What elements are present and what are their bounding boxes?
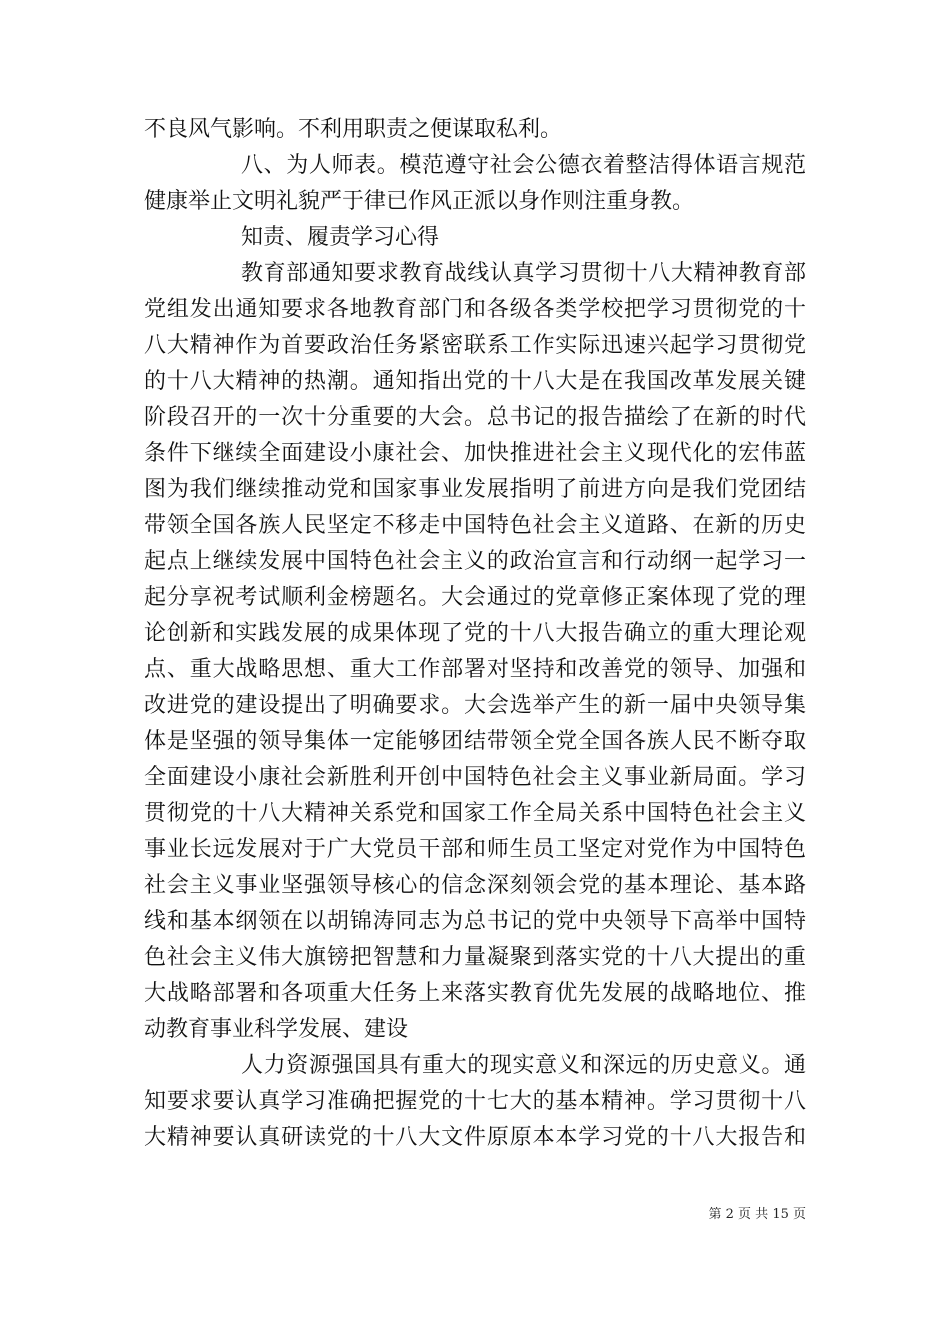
text-line: 大精神要认真研读党的十八大文件原原本本学习党的十八大报告和 bbox=[144, 1125, 806, 1150]
text-line: 论创新和实践发展的成果体现了党的十八大报告确立的重大理论观 bbox=[144, 621, 806, 646]
text-line: 改进党的建设提出了明确要求。大会选举产生的新一届中央领导集 bbox=[144, 693, 806, 718]
text-line: 线和基本纲领在以胡锦涛同志为总书记的党中央领导下高举中国特 bbox=[144, 909, 806, 934]
text-line: 八大精神作为首要政治任务紧密联系工作实际迅速兴起学习贯彻党 bbox=[144, 333, 806, 358]
page-footer: 第 2 页 共 15 页 bbox=[708, 1207, 806, 1222]
text-line: 起分享祝考试顺利金榜题名。大会通过的党章修正案体现了党的理 bbox=[144, 585, 806, 610]
text-line: 健康举止文明礼貌严于律已作风正派以身作则注重身教。 bbox=[144, 189, 695, 214]
text-line: 知要求要认真学习准确把握党的十七大的基本精神。学习贯彻十八 bbox=[144, 1089, 806, 1114]
text-line: 动教育事业科学发展、建设 bbox=[144, 1017, 409, 1042]
text-line: 贯彻党的十八大精神关系党和国家工作全局关系中国特色社会主义 bbox=[144, 801, 806, 826]
document-body bbox=[144, 112, 806, 1156]
text-line: 社会主义事业坚强领导核心的信念深刻领会党的基本理论、基本路 bbox=[144, 873, 806, 898]
text-line: 教育部通知要求教育战线认真学习贯彻十八大精神教育部 bbox=[241, 261, 806, 286]
text-line: 条件下继续全面建设小康社会、加快推进社会主义现代化的宏伟蓝 bbox=[144, 441, 806, 466]
text-line: 带领全国各族人民坚定不移走中国特色社会主义道路、在新的历史 bbox=[144, 513, 806, 538]
text-line: 不良风气影响。不利用职责之便谋取私利。 bbox=[144, 117, 563, 142]
text-line: 党组发出通知要求各地教育部门和各级各类学校把学习贯彻党的十 bbox=[144, 297, 806, 322]
text-line: 人力资源强国具有重大的现实意义和深远的历史意义。通 bbox=[241, 1053, 806, 1078]
text-line: 图为我们继续推动党和国家事业发展指明了前进方向是我们党团结 bbox=[144, 477, 806, 502]
text-line: 阶段召开的一次十分重要的大会。总书记的报告描绘了在新的时代 bbox=[144, 405, 806, 430]
text-line: 起点上继续发展中国特色社会主义的政治宣言和行动纲一起学习一 bbox=[144, 549, 806, 574]
text-line: 的十八大精神的热潮。通知指出党的十八大是在我国改革发展关键 bbox=[144, 369, 806, 394]
text-line: 体是坚强的领导集体一定能够团结带领全党全国各族人民不断夺取 bbox=[144, 729, 806, 754]
text-line: 全面建设小康社会新胜利开创中国特色社会主义事业新局面。学习 bbox=[144, 765, 806, 790]
text-line: 大战略部署和各项重大任务上来落实教育优先发展的战略地位、推 bbox=[144, 981, 806, 1006]
text-line: 点、重大战略思想、重大工作部署对坚持和改善党的领导、加强和 bbox=[144, 657, 806, 682]
text-line: 色社会主义伟大旗镑把智慧和力量凝聚到落实党的十八大提出的重 bbox=[144, 945, 806, 970]
section-heading: 知责、履责学习心得 bbox=[241, 225, 440, 250]
text-line: 八、为人师表。模范遵守社会公德衣着整洁得体语言规范 bbox=[241, 153, 806, 178]
text-line: 事业长远发展对于广大党员干部和师生员工坚定对党作为中国特色 bbox=[144, 837, 806, 862]
